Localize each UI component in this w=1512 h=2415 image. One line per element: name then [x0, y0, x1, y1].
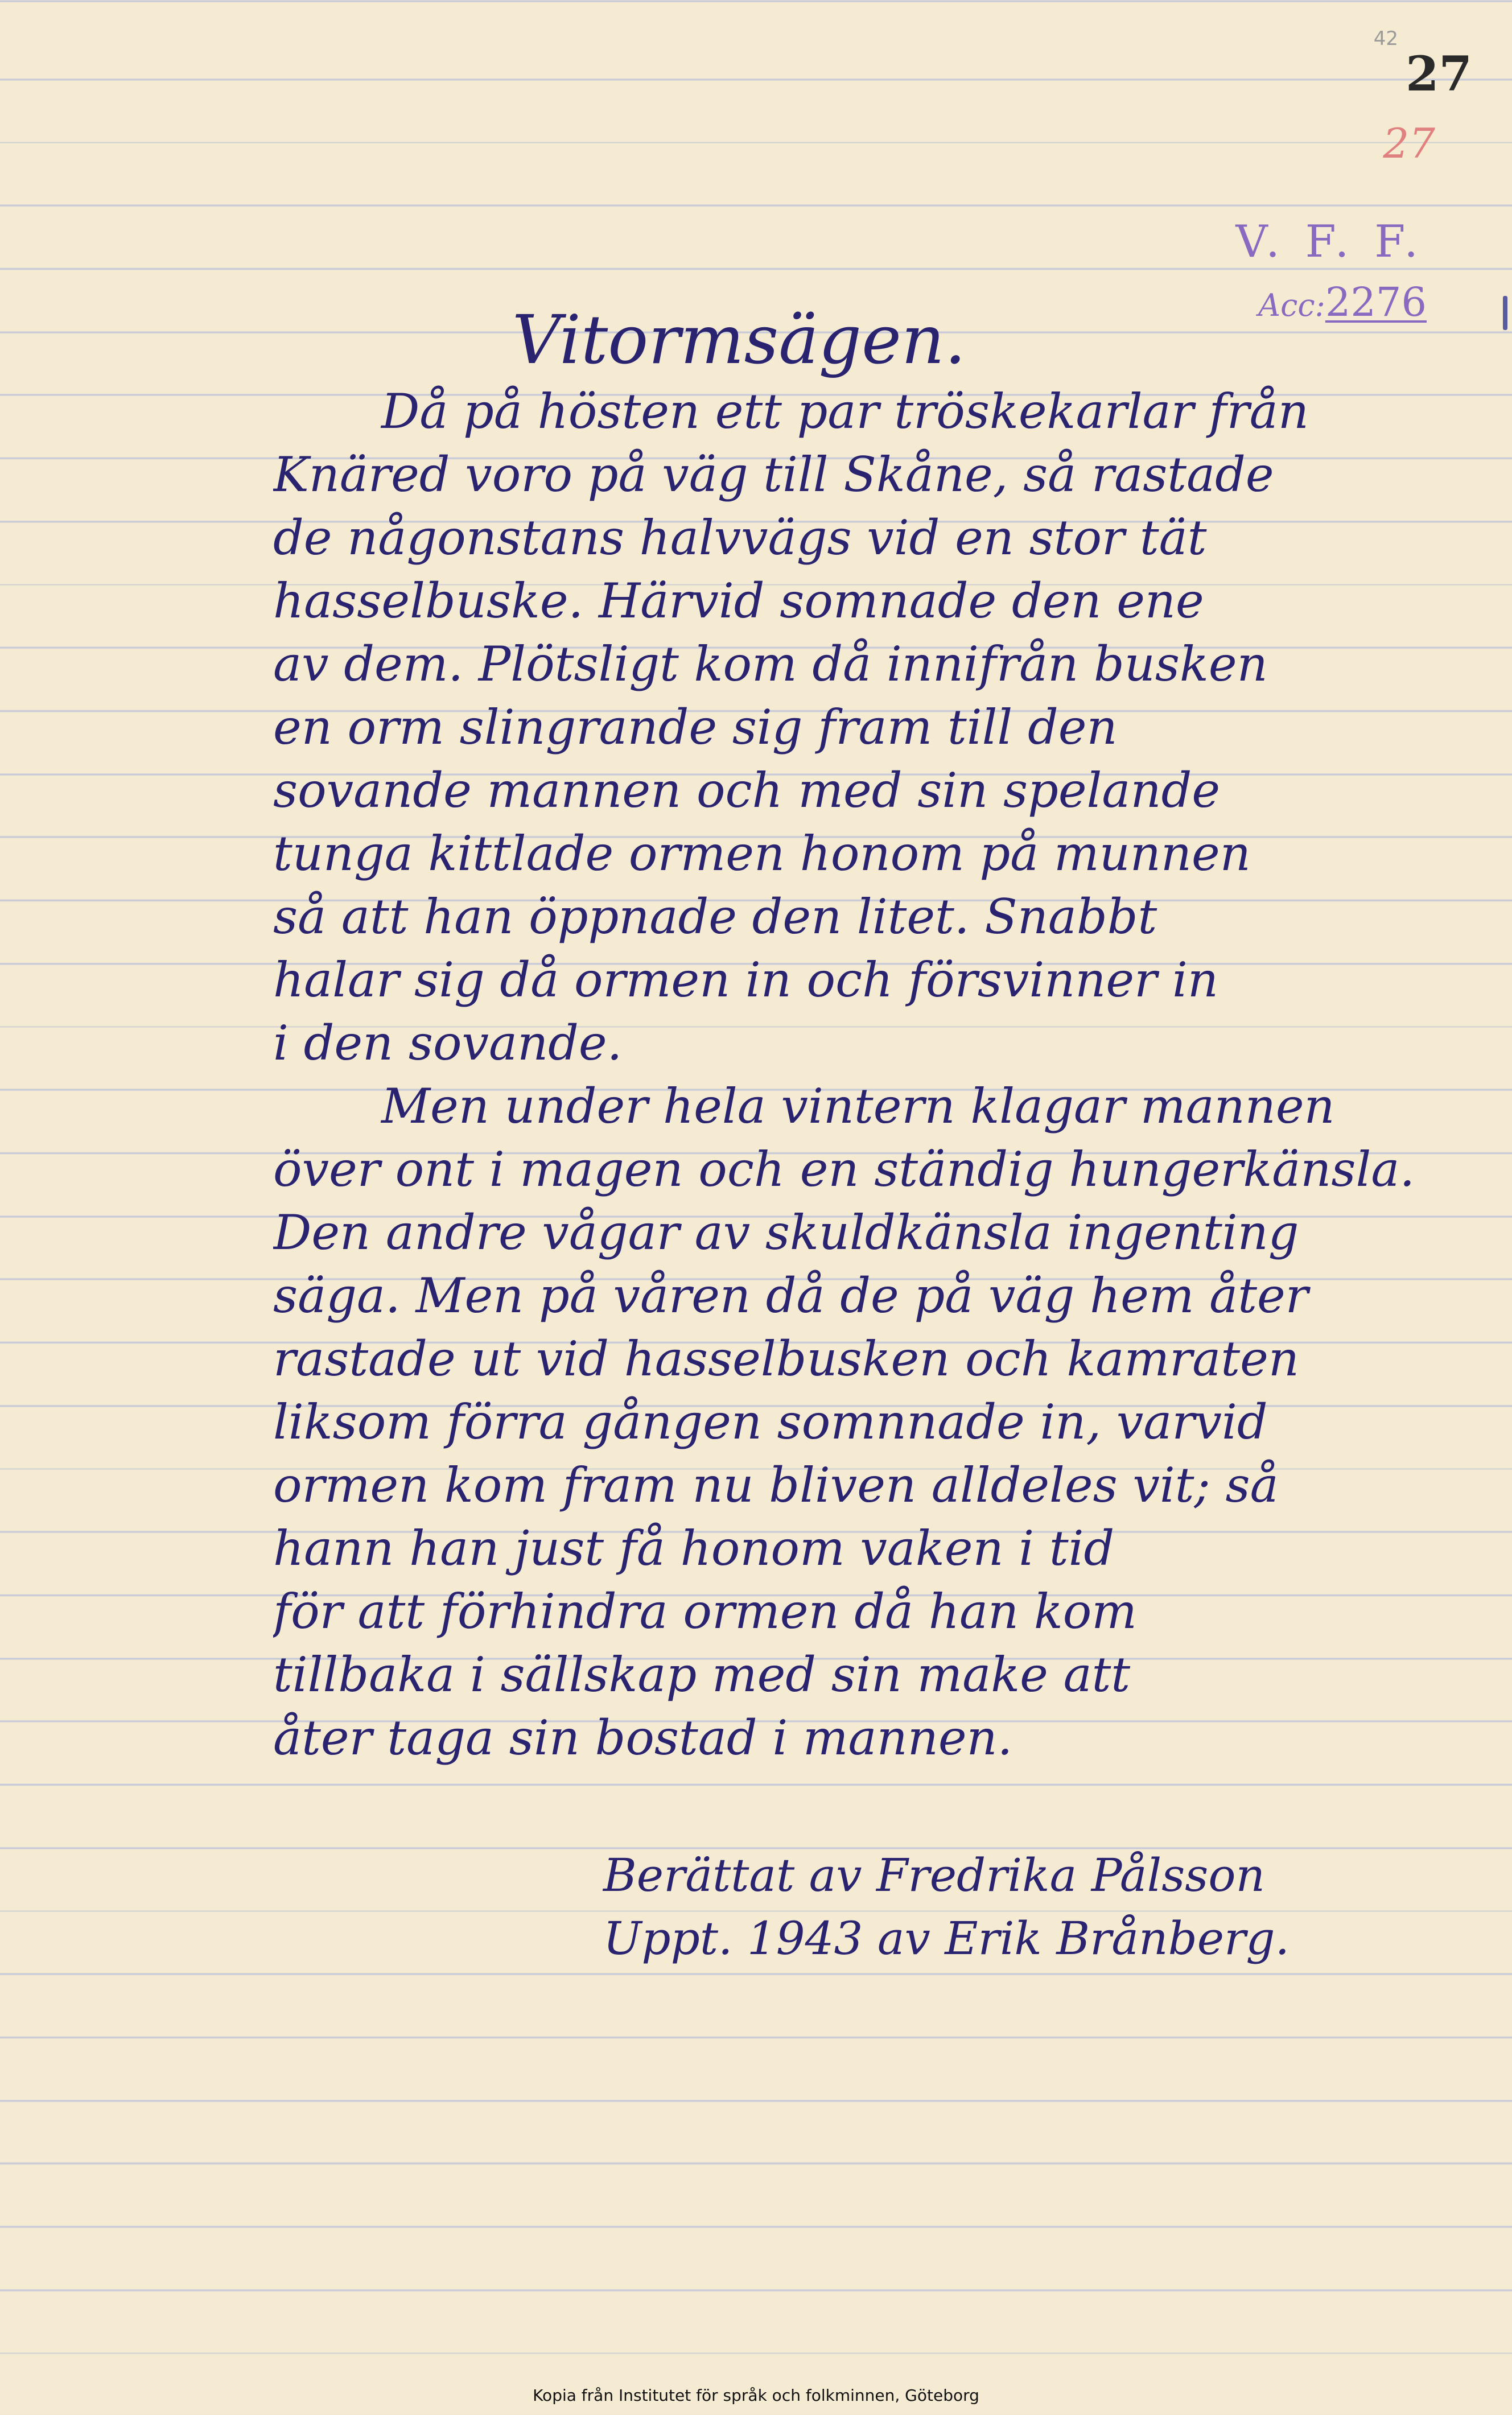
- text-line: av dem. Plötsligt kom då innifrån busken: [273, 636, 1268, 692]
- text-line: Då på hösten ett par tröskekarlar från: [381, 384, 1309, 439]
- text-line: hasselbuske. Härvid somnade den ene: [273, 573, 1204, 629]
- text-line: för att förhindra ormen då han kom: [273, 1584, 1137, 1639]
- story-body: [273, 380, 1428, 1770]
- text-line: säga. Men på våren då de på väg hem åter: [273, 1268, 1308, 1324]
- acc-number: 2276: [1325, 279, 1427, 325]
- signature-block: [603, 1844, 1289, 1970]
- text-line: halar sig då ormen in och försvinner in: [273, 952, 1218, 1008]
- acc-label: Acc:: [1258, 287, 1325, 323]
- archive-stamp-vff: V. F. F.: [1235, 216, 1424, 267]
- edge-ink-mark: [1503, 296, 1507, 330]
- narrator-line: Berättat av Fredrika Pålsson: [603, 1849, 1266, 1902]
- archive-footer: Kopia från Institutet för språk och folkminnen, Göteborg: [533, 2386, 979, 2405]
- text-line: tunga kittlade ormen honom på munnen: [273, 826, 1251, 881]
- text-line: i den sovande.: [273, 1015, 623, 1071]
- text-line: sovande mannen och med sin spelande: [273, 763, 1221, 818]
- text-line: liksom förra gången somnnade in, varvid: [273, 1394, 1268, 1450]
- page-number: 27: [1406, 46, 1472, 102]
- text-line: så att han öppnade den litet. Snabbt: [273, 889, 1157, 945]
- text-line: Knäred voro på väg till Skåne, så rastade: [273, 447, 1274, 502]
- recorder-line: Uppt. 1943 av Erik Brånberg.: [603, 1912, 1290, 1965]
- text-line: ormen kom fram nu bliven alldeles vit; så: [273, 1457, 1279, 1513]
- text-line: hann han just få honom vaken i tid: [273, 1520, 1115, 1576]
- text-line: tillbaka i sällskap med sin make att: [273, 1647, 1131, 1703]
- text-line: en orm slingrande sig fram till den: [273, 699, 1118, 755]
- corner-pencil-mark: 42: [1373, 27, 1398, 50]
- text-line: de någonstans halvvägs vid en stor tät: [273, 510, 1207, 566]
- page-number-red: 27: [1383, 119, 1435, 167]
- page-title: Vitormsägen.: [512, 300, 966, 379]
- text-line: Den andre vågar av skuldkänsla ingenting: [273, 1205, 1299, 1260]
- text-line: rastade ut vid hasselbusken och kamraten: [273, 1331, 1299, 1387]
- text-line: över ont i magen och en ständig hungerkänsla.: [273, 1141, 1415, 1197]
- text-line: Men under hela vintern klagar mannen: [381, 1078, 1335, 1134]
- archive-stamp-acc: [1258, 279, 1427, 325]
- text-line: åter taga sin bostad i mannen.: [273, 1710, 1013, 1766]
